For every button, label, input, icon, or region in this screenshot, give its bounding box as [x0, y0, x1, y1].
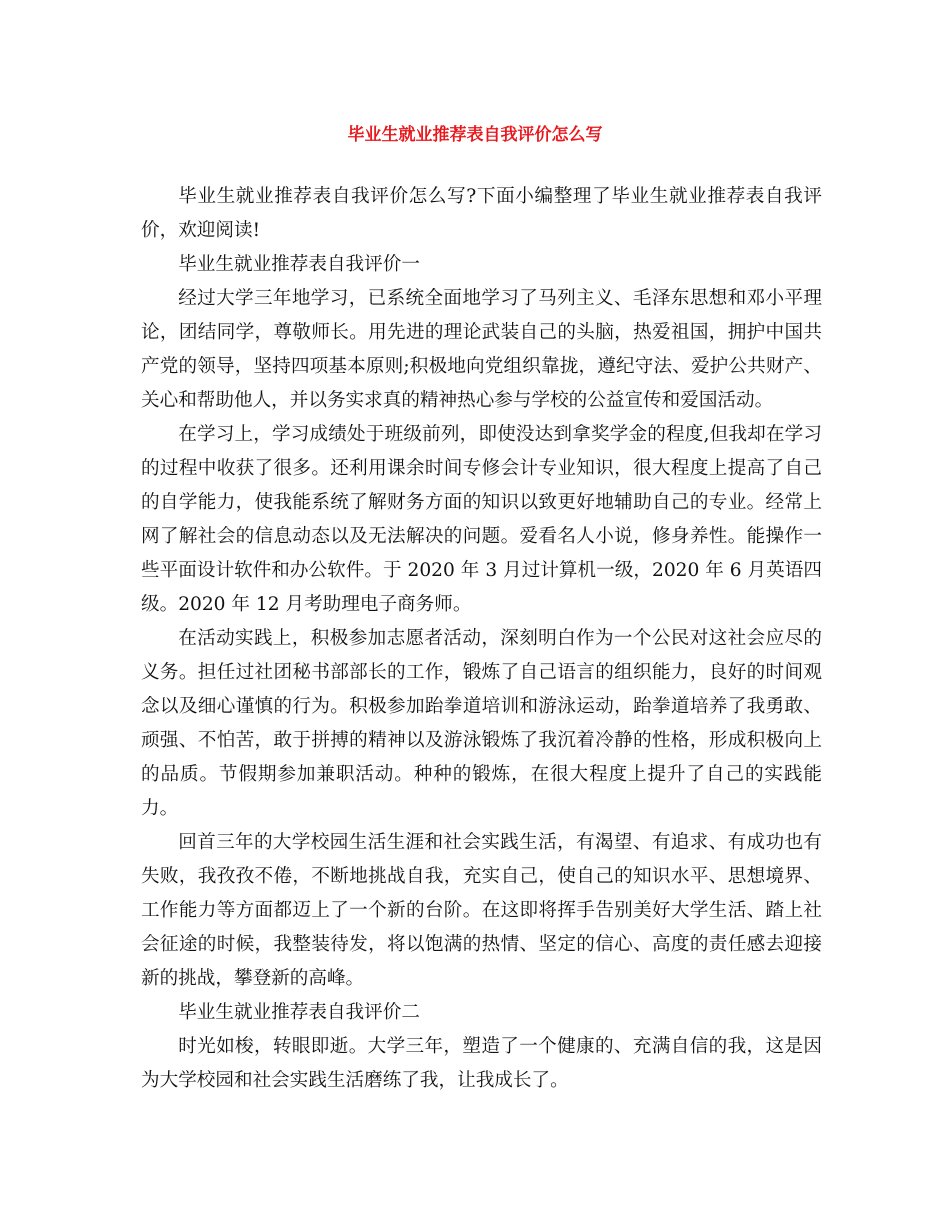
paragraph: 在学习上，学习成绩处于班级前列，即使没达到拿奖学金的程度,但我却在学习的过程中收获了很多。还利用课余时间专修会计专业知识，很大程度上提高了自己的自学能力，使我能系统了解财务方面的知识以致更好地辅助自己的专业。经常上网了解社会的信息动态以及无法解决的问题。爱看名人小说，修身养性。能操作一些平面设计软件和办公软件。于 2020 年 3 月过计算机一级，2020 年 6 月英语四级。2020 年 12 月考助理电子商务师。: [141, 424, 822, 615]
paragraph: 在活动实践上，积极参加志愿者活动，深刻明白作为一个公民对这社会应尽的义务。担任过社团秘书部部长的工作，锻炼了自己语言的组织能力，良好的时间观念以及细心谨慎的行为。积极参加跆拳道培训和游泳运动，跆拳道培养了我勇敢、顽强、不怕苦，敢于拼搏的精神以及游泳锻炼了我沉着冷静的性格，形成积极向上的品质。节假期参加兼职活动。种种的锻炼，在很大程度上提升了自己的实践能力。: [141, 628, 822, 819]
paragraph: 时光如梭，转眼即逝。大学三年，塑造了一个健康的、充满自信的我，这是因为大学校园和社会实践生活磨练了我，让我成长了。: [141, 1036, 822, 1091]
section-heading-2: 毕业生就业推荐表自我评价二: [178, 1002, 420, 1023]
document-title: 毕业生就业推荐表自我评价怎么写: [347, 125, 603, 145]
section-heading-1: 毕业生就业推荐表自我评价一: [178, 254, 420, 275]
document-body: [141, 180, 822, 1098]
intro-paragraph: 毕业生就业推荐表自我评价怎么写?下面小编整理了毕业生就业推荐表自我评价，欢迎阅读!: [141, 186, 822, 241]
paragraph: 经过大学三年地学习，已系统全面地学习了马列主义、毛泽东思想和邓小平理论，团结同学，尊敬师长。用先进的理论武装自己的头脑，热爱祖国，拥护中国共产党的领导，坚持四项基本原则;积极地向党组织靠拢，遵纪守法、爱护公共财产、关心和帮助他人，并以务实求真的精神热心参与学校的公益宣传和爱国活动。: [141, 288, 822, 411]
paragraph: 回首三年的大学校园生活生涯和社会实践生活，有渴望、有追求、有成功也有失败，我孜孜不倦，不断地挑战自我，充实自己，使自己的知识水平、思想境界、工作能力等方面都迈上了一个新的台阶。在这即将挥手告别美好大学生活、踏上社会征途的时候，我整装待发，将以饱满的热情、坚定的信心、高度的责任感去迎接新的挑战，攀登新的高峰。: [141, 832, 822, 989]
